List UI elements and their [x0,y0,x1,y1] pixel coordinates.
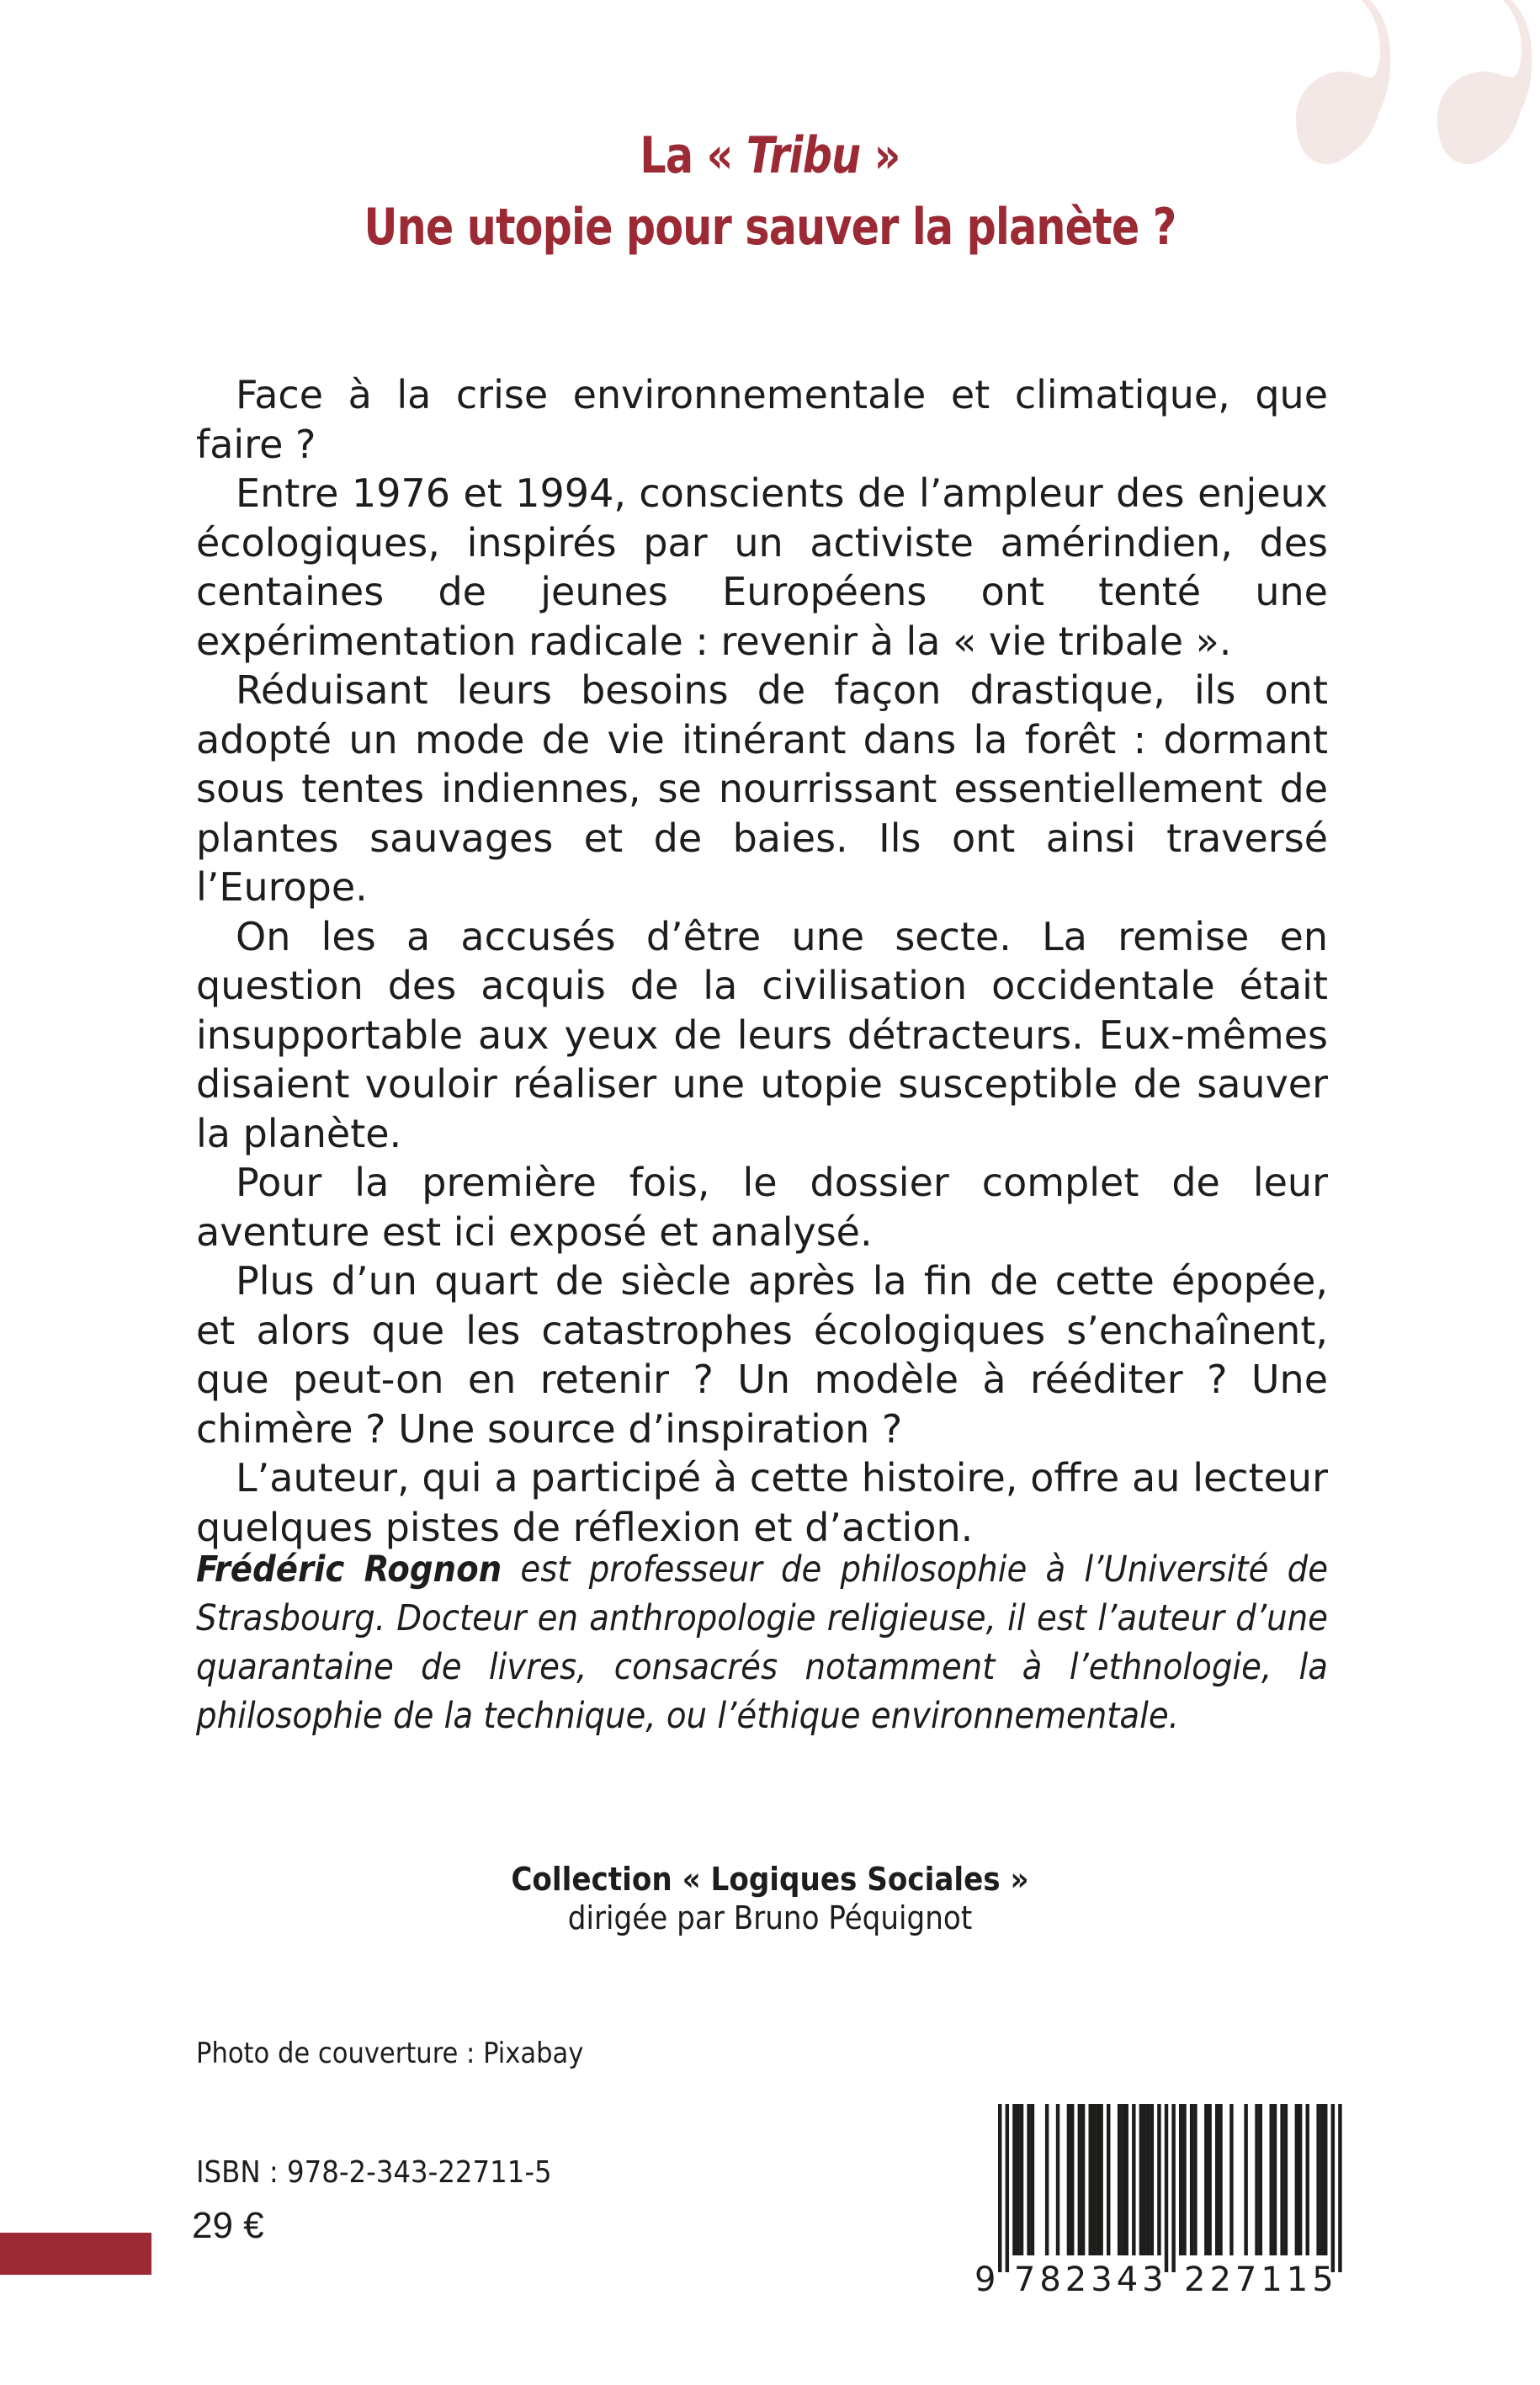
barcode-bar [1121,2104,1124,2255]
barcode-bar [1099,2104,1102,2255]
barcode-bar [1012,2104,1016,2255]
collection-director: dirigée par Bruno Péquignot [567,1899,973,1936]
barcode-bar [1089,2104,1092,2255]
barcode-bar [1045,2104,1049,2255]
barcode-bar [1157,2104,1160,2255]
barcode-first-digit: 9 [974,2260,1001,2297]
blurb-paragraph: Face à la crise environnementale et climatique, que faire ? [196,372,1328,467]
title-italic-word: Tribu [746,126,861,185]
barcode-bar [1067,2104,1070,2255]
author-bio-text: est professeur de philosophie à l’Université de Strasbourg. Docteur en anthropologie religieuse, il est l’auteur d’une quarantaine de livres, consacrés notamment à l’ethnologie, la philosophie de la technique, ou l’éthique environnementale. [196,1548,1328,1737]
barcode-bar [1324,2104,1327,2255]
barcode-bar [1280,2104,1283,2255]
barcode-bar [1179,2104,1182,2255]
author-bio [196,1545,1328,1740]
barcode-bar [1244,2104,1247,2255]
barcode-bar [1338,2104,1341,2272]
blurb-paragraph: Réduisant leurs besoins de façon drastique, ils ont adopté un mode de vie itinérant dans la forêt : dormant sous tentes indiennes, se nourrissant essentiellement de plantes sauvages et de baies. Ils ont ainsi traversé l’Europe. [196,667,1328,910]
barcode-bar [1284,2104,1288,2255]
barcode-bar [1273,2104,1277,2255]
subtitle: Une utopie pour sauver la planète ? [364,198,1176,257]
barcode-bar [1171,2104,1175,2272]
barcode-bar [1056,2104,1059,2255]
barcode-bar [1146,2104,1150,2255]
ean13-barcode [968,2096,1355,2297]
barcode-bar [1298,2104,1302,2255]
author-name: Frédéric Rognon [196,1548,502,1591]
barcode-bar [1150,2104,1154,2255]
barcode-bar [1143,2104,1146,2255]
blurb-paragraph: On les a accusés d’être une secte. La remise en question des acquis de la civilisation occidentale était insupportable aux yeux de leurs détracteurs. Eux-mêmes disaient vouloir réaliser une utopie susceptible de sauver la planète. [196,913,1328,1156]
barcode-bar [1081,2104,1085,2255]
barcode-bar [1190,2104,1193,2255]
barcode-bar [1229,2104,1233,2255]
back-cover-blurb [196,370,1328,1552]
barcode-bar [1031,2104,1034,2255]
barcode-bar [998,2104,1001,2272]
barcode-bar [1027,2104,1030,2255]
red-accent-band [0,2233,151,2275]
barcode-bar [1270,2104,1273,2255]
barcode-bar [1219,2104,1222,2255]
collection-info [0,1860,1540,1937]
barcode-bar [1295,2104,1298,2255]
price: 29 € [192,2205,264,2246]
barcode-right-digits: 227115 [1184,2260,1338,2297]
barcode-bar [1070,2104,1074,2255]
barcode-bar [1320,2104,1324,2255]
barcode-bar [1255,2104,1258,2255]
book-title [0,126,1540,269]
barcode-bar [1078,2104,1081,2255]
barcode-bar [1215,2104,1219,2255]
barcode-bar [1125,2104,1128,2255]
barcode-bar [1193,2104,1197,2255]
barcode-bar [1316,2104,1320,2255]
barcode-bar [1204,2104,1208,2255]
barcode-bar [1096,2104,1099,2255]
title-suffix: » [860,126,900,185]
main-title [139,126,1402,185]
barcode-bar [1306,2104,1309,2255]
barcode-bar [1259,2104,1262,2255]
title-prefix: La « [640,126,746,185]
blurb-paragraph: L’auteur, qui a participé à cette histoire, offre au lecteur quelques pistes de réflexion et d’action. [196,1455,1328,1550]
barcode-bar [1331,2104,1335,2272]
barcode-bar [1092,2104,1096,2255]
barcode-bar [1139,2104,1143,2255]
barcode-bar [1182,2104,1186,2255]
isbn-label: ISBN : 978-2-343-22711-5 [196,2155,552,2190]
barcode-bar [1132,2104,1135,2255]
collection-title: Collection « Logiques Sociales » [511,1861,1029,1898]
blurb-paragraph: Entre 1976 et 1994, conscients de l’ampleur des enjeux écologiques, inspirés par un activiste amérindien, des centaines de jeunes Européens ont tenté une expérimentation radicale : revenir à la « vie tribale ». [196,470,1328,664]
barcode-bar [1020,2104,1023,2255]
blurb-paragraph: Plus d’un quart de siècle après la fin de cette épopée, et alors que les catastrophes écologiques s’enchaînent, que peut-on en retenir ? Un modèle à rééditer ? Une chimère ? Une source d’inspiration ? [196,1258,1328,1452]
photo-credit: Photo de couverture : Pixabay [196,2037,584,2070]
barcode-bar [1165,2104,1168,2272]
barcode-bar [1017,2104,1020,2255]
barcode-bar [1208,2104,1211,2255]
blurb-paragraph: Pour la première fois, le dossier complet de leur aventure est ici exposé et analysé. [196,1160,1328,1255]
barcode-bar [1006,2104,1009,2272]
barcode-bar [1107,2104,1110,2255]
barcode-left-digits: 782343 [1013,2260,1168,2297]
barcode-bar [1118,2104,1121,2255]
